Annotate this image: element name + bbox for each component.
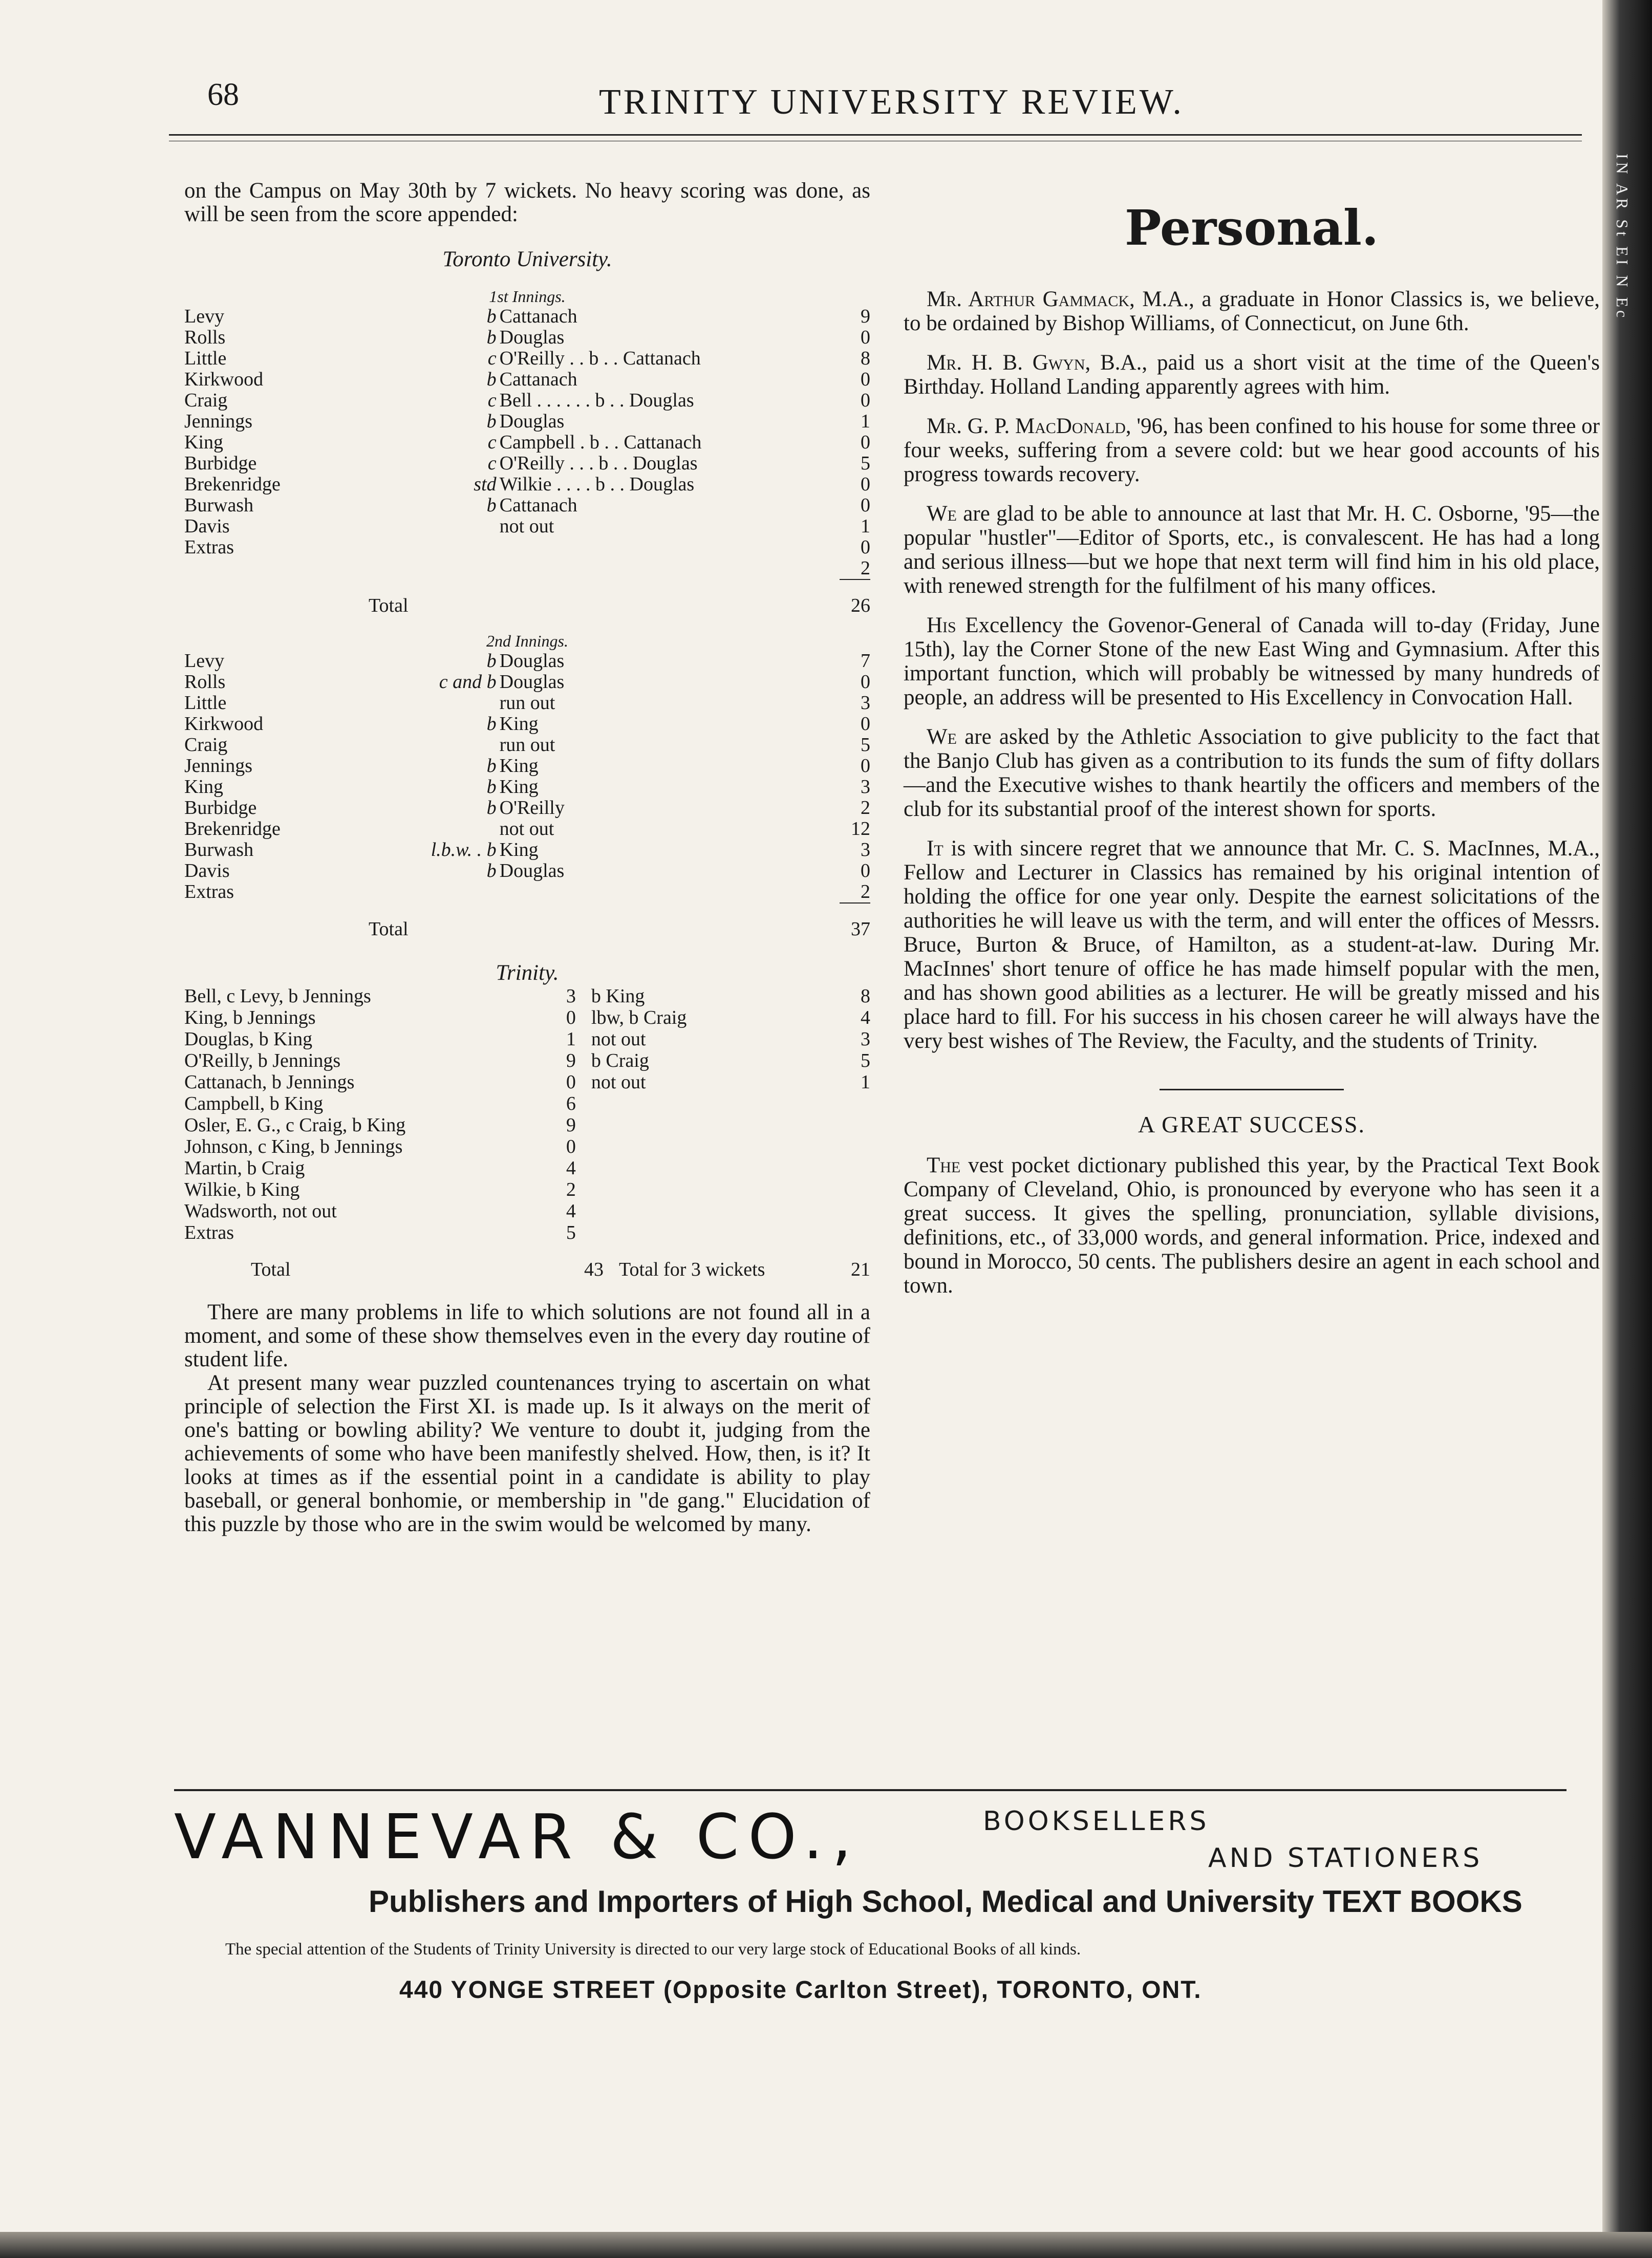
first-innings-runs: 4 bbox=[566, 1200, 576, 1222]
runs: 0 bbox=[861, 327, 870, 348]
first-innings-runs: 9 bbox=[566, 1114, 576, 1136]
second-innings-runs: 1 bbox=[861, 1071, 870, 1093]
total-label: Total bbox=[369, 595, 409, 616]
bowler: Cattanach bbox=[499, 494, 577, 516]
runs: 0 bbox=[861, 536, 870, 558]
dismissal-how bbox=[403, 819, 500, 840]
first-innings-entry: Johnson, c King, b Jennings bbox=[184, 1136, 403, 1157]
second-innings-entry: not out bbox=[591, 1028, 646, 1050]
runs: 0 bbox=[861, 390, 870, 411]
ad-publishers-line: Publishers and Importers of High School, Medical and University TEXT BOOKS bbox=[369, 1884, 1522, 1919]
first-innings-entry: Bell, c Levy, b Jennings bbox=[184, 985, 371, 1007]
total-label: Total bbox=[369, 918, 409, 940]
trinity-team-title: Trinity. bbox=[496, 961, 559, 985]
dismissal-how bbox=[403, 881, 500, 902]
personal-paragraph bbox=[904, 351, 1600, 399]
score-row bbox=[184, 798, 870, 819]
bowler: King bbox=[499, 755, 539, 777]
ad-stationers: AND STATIONERS bbox=[1208, 1843, 1483, 1874]
dismissal-how: b bbox=[486, 860, 497, 881]
score-row bbox=[184, 840, 870, 861]
problems-paragraph: There are many problems in life to which solutions are not found all in a moment, and some of these show themselves even in the every day routine of student life. bbox=[184, 1300, 870, 1371]
total-value: 26 bbox=[851, 595, 870, 616]
ad-top-rule bbox=[174, 1789, 1567, 1791]
ad-booksellers: BOOKSELLERS bbox=[983, 1806, 1210, 1837]
trinity-row bbox=[184, 985, 870, 1007]
first-innings-runs: 9 bbox=[566, 1050, 576, 1071]
second-innings-runs: 5 bbox=[861, 1050, 870, 1071]
trinity-total: 43 bbox=[584, 1259, 604, 1280]
score-row bbox=[184, 714, 870, 735]
first-innings-entry: Wadsworth, not out bbox=[184, 1200, 337, 1222]
personal-lead: Mr. G. P. MacDonald, bbox=[927, 414, 1131, 438]
dismissal-how bbox=[403, 537, 500, 558]
bowler: run out bbox=[499, 734, 555, 756]
personal-paragraph bbox=[904, 414, 1600, 486]
score-row bbox=[184, 348, 870, 369]
second-innings-table bbox=[184, 651, 870, 902]
batsman-name: Jennings bbox=[184, 411, 252, 432]
score-row bbox=[184, 369, 870, 390]
dismissal-how: c bbox=[487, 348, 497, 369]
trinity-totals bbox=[184, 1259, 870, 1280]
bowler: Douglas bbox=[499, 860, 565, 881]
ad-company-name: VANNEVAR & CO., bbox=[174, 1802, 861, 1873]
score-row bbox=[184, 516, 870, 537]
batsman-name: Burbidge bbox=[184, 797, 257, 819]
trinity-row bbox=[184, 1179, 870, 1200]
trinity-total2: 21 bbox=[851, 1259, 870, 1280]
bowler: Douglas bbox=[499, 411, 565, 432]
second-innings-title: 2nd Innings. bbox=[486, 632, 568, 650]
runs: 0 bbox=[861, 860, 870, 881]
second-innings-runs bbox=[841, 1200, 870, 1222]
dismissal-how: b bbox=[486, 755, 497, 777]
batsman-name: Davis bbox=[184, 515, 230, 537]
success-title: A GREAT SUCCESS. bbox=[1138, 1111, 1365, 1137]
first-innings-entry: Campbell, b King bbox=[184, 1093, 324, 1114]
first-innings-runs: 3 bbox=[566, 985, 576, 1007]
runs: 0 bbox=[861, 713, 870, 735]
score-row bbox=[184, 327, 870, 348]
runs: 7 bbox=[861, 650, 870, 672]
bowler: Bell . . . . . . b . . Douglas bbox=[499, 390, 694, 411]
score-row bbox=[184, 672, 870, 693]
personal-lead: We bbox=[927, 725, 957, 749]
score-row bbox=[184, 411, 870, 432]
batsman-name: Kirkwood bbox=[184, 369, 264, 390]
total-value: 37 bbox=[851, 918, 870, 940]
personal-text: are glad to be able to announce at last that Mr. H. C. Osborne, '95—the popular "hustler"—Editor of Sports, etc., is convalescent. He has had a long and serious illness—but we hope that next term will find him in his old place, with renewed strength for the fulfilment of his many offices. bbox=[904, 502, 1600, 598]
batsman-name: Brekenridge bbox=[184, 818, 281, 840]
runs: 9 bbox=[861, 306, 870, 327]
batsman-name: Craig bbox=[184, 734, 228, 756]
batsman-name: Little bbox=[184, 692, 227, 714]
batsman-name: Burbidge bbox=[184, 453, 257, 474]
score-row bbox=[184, 390, 870, 411]
first-innings-runs: 0 bbox=[566, 1071, 576, 1093]
dismissal-how: b bbox=[486, 713, 497, 735]
runs: 0 bbox=[861, 494, 870, 516]
dismissal-how: b bbox=[486, 327, 497, 348]
bowler: not out bbox=[499, 818, 554, 840]
header-rule bbox=[169, 134, 1582, 136]
dismissal-how: b bbox=[486, 797, 497, 819]
runs: 0 bbox=[861, 432, 870, 453]
bowler bbox=[500, 537, 831, 558]
intro-paragraph: on the Campus on May 30th by 7 wickets. No heavy scoring was done, as will be seen from the score appended: bbox=[184, 179, 870, 226]
first-innings-runs: 0 bbox=[566, 1007, 576, 1028]
bowler: King bbox=[499, 713, 539, 735]
dismissal-how: b bbox=[486, 650, 497, 672]
bowler: Cattanach bbox=[499, 369, 577, 390]
score-row bbox=[184, 756, 870, 777]
ad-attention-line: The special attention of the Students of Trinity University is directed to our very large stock of Educational Books of all kinds. bbox=[225, 1940, 1081, 1959]
score-row bbox=[184, 453, 870, 474]
batsman-name: Jennings bbox=[184, 755, 252, 777]
personal-lead: Mr. H. B. Gwyn, bbox=[927, 351, 1091, 375]
trinity-total2-label: Total for 3 wickets bbox=[619, 1259, 765, 1280]
bowler: Campbell . b . . Cattanach bbox=[499, 432, 702, 453]
batsman-name: Craig bbox=[184, 390, 228, 411]
batsman-name: Burwash bbox=[184, 839, 254, 861]
runs: 1 bbox=[861, 515, 870, 537]
runs: 0 bbox=[861, 369, 870, 390]
second-innings-entry bbox=[591, 1157, 841, 1179]
score-row bbox=[184, 474, 870, 495]
trinity-table bbox=[184, 985, 870, 1243]
trinity-row bbox=[184, 1157, 870, 1179]
second-innings-entry bbox=[591, 1093, 841, 1114]
batsman-name: King bbox=[184, 776, 223, 798]
score-row bbox=[184, 777, 870, 798]
bowler: Douglas bbox=[499, 327, 565, 348]
batsman-name: Rolls bbox=[184, 327, 226, 348]
first-innings-entry: Douglas, b King bbox=[184, 1028, 313, 1050]
trinity-row bbox=[184, 1114, 870, 1136]
first-innings-title: 1st Innings. bbox=[489, 287, 566, 306]
personal-paragraph bbox=[904, 502, 1600, 598]
first-innings-extras-2 bbox=[184, 558, 870, 579]
dismissal-how: b bbox=[486, 306, 497, 327]
dismissal-how: b bbox=[486, 494, 497, 516]
dismissal-how bbox=[403, 735, 500, 756]
bowler: King bbox=[499, 839, 539, 861]
score-row bbox=[184, 306, 870, 327]
runs: 2 bbox=[861, 797, 870, 819]
second-innings-entry: b King bbox=[591, 985, 645, 1007]
runs: 5 bbox=[861, 734, 870, 756]
first-innings-table bbox=[184, 306, 870, 558]
first-innings-runs: 6 bbox=[566, 1093, 576, 1114]
runs: 3 bbox=[861, 776, 870, 798]
runs: 0 bbox=[861, 474, 870, 495]
second-innings-entry: lbw, b Craig bbox=[591, 1007, 687, 1028]
personal-paragraph bbox=[904, 287, 1600, 335]
dismissal-how: b bbox=[486, 369, 497, 390]
dismissal-how: c bbox=[487, 432, 497, 453]
score-row bbox=[184, 495, 870, 516]
score-row bbox=[184, 735, 870, 756]
second-innings-runs: 3 bbox=[861, 1028, 870, 1050]
binding-edge bbox=[1602, 0, 1652, 2258]
right-column bbox=[904, 179, 1600, 1313]
dismissal-how: std bbox=[474, 474, 497, 495]
second-innings-runs: 4 bbox=[861, 1007, 870, 1028]
personal-lead: It bbox=[927, 836, 943, 861]
runs: 8 bbox=[861, 348, 870, 369]
score-row bbox=[184, 651, 870, 672]
personal-heading: Personal. bbox=[1124, 200, 1379, 256]
dismissal-how: c and b bbox=[439, 671, 497, 693]
bowler: King bbox=[499, 776, 539, 798]
personal-paragraph bbox=[904, 613, 1600, 709]
score-row bbox=[184, 432, 870, 453]
first-innings-entry: Cattanach, b Jennings bbox=[184, 1071, 355, 1093]
trinity-row bbox=[184, 1071, 870, 1093]
bowler bbox=[500, 881, 831, 902]
second-innings-entry: b Craig bbox=[591, 1050, 649, 1071]
batsman-name: Brekenridge bbox=[184, 474, 281, 495]
score-row bbox=[184, 819, 870, 840]
trinity-row bbox=[184, 1007, 870, 1028]
personal-lead: We bbox=[927, 502, 957, 526]
bottom-edge bbox=[0, 2232, 1652, 2258]
success-text: vest pocket dictionary published this year, by the Practical Text Book Company of Cleveland, Ohio, is pronounced by everyone who has seen it a great success. It gives the spelling, pronunciation, syllable divisions, definitions, etc., of 33,000 words, and general information. Price, indexed and bound in Morocco, 50 cents. The publishers desire an agent in each school and town. bbox=[904, 1153, 1600, 1298]
second-innings-runs: 8 bbox=[861, 985, 870, 1007]
personal-text: are asked by the Athletic Association to give publicity to the fact that the Banjo Club has given as a contribution to its funds the sum of fifty dollars—and the Executive wishes to thank heartily the officers and members of the club for its substantial proof of the interest shown for sports. bbox=[904, 725, 1600, 821]
journal-title: TRINITY UNIVERSITY REVIEW. bbox=[599, 82, 1184, 122]
first-innings-runs: 5 bbox=[566, 1222, 576, 1243]
personal-text: Excellency the Govenor-General of Canada will to-day (Friday, June 15th), lay the Corner Stone of the new East Wing and Gymnasium. After this important function, which will probably be witnessed by many hundreds of people, an address will be presented to His Excellency in Convocation Hall. bbox=[904, 613, 1600, 709]
trinity-row bbox=[184, 1136, 870, 1157]
second-innings-runs bbox=[841, 1179, 870, 1200]
left-column bbox=[184, 179, 870, 1536]
second-innings-entry bbox=[591, 1200, 841, 1222]
personal-lead: His bbox=[927, 613, 956, 637]
first-innings-runs: 1 bbox=[566, 1028, 576, 1050]
dismissal-how bbox=[403, 693, 500, 714]
personal-text: is with sincere regret that we announce that Mr. C. S. MacInnes, M.A., Fellow and Lecturer in Classics has remained by his original intention of holding the office for one year only. Despite the earnest solicitations of the authorities he will leave us with the term, and will enter the offices of Messrs. Bruce, Burton & Bruce, of Hamilton, as a student-at-law. During Mr. MacInnes' short tenure of office he has made himself popular with the men, and has shown good abilities as a lecturer. He will be greatly missed and his place hard to fill. For his success in his chosen career he will always have the very best wishes of The Review, the Faculty, and the students of Trinity. bbox=[904, 836, 1600, 1053]
second-innings-entry bbox=[591, 1179, 841, 1200]
personal-text: '96, has been confined to his house for some three or four weeks, suffering from a severe cold: but we hear good accounts of his progress towards recovery. bbox=[904, 414, 1600, 486]
trinity-total-label: Total bbox=[251, 1259, 291, 1280]
first-innings-entry: Wilkie, b King bbox=[184, 1179, 300, 1200]
bowler: O'Reilly . . b . . Cattanach bbox=[499, 348, 701, 369]
first-innings-entry: Martin, b Craig bbox=[184, 1157, 305, 1179]
personal-paragraph bbox=[904, 836, 1600, 1053]
runs: 3 bbox=[861, 839, 870, 861]
second-innings-runs bbox=[841, 1157, 870, 1179]
edge-text: IN AR St EI N Ec bbox=[1613, 154, 1632, 321]
trinity-row bbox=[184, 1222, 870, 1243]
runs: 0 bbox=[861, 671, 870, 693]
dismissal-how: c bbox=[487, 453, 497, 474]
score-row bbox=[184, 693, 870, 714]
score-row bbox=[184, 537, 870, 558]
trinity-row bbox=[184, 1028, 870, 1050]
second-innings-entry bbox=[591, 1222, 841, 1243]
dismissal-how: b bbox=[486, 776, 497, 798]
bowler: Cattanach bbox=[499, 306, 577, 327]
bowler: not out bbox=[499, 515, 554, 537]
batsman-name: Little bbox=[184, 348, 227, 369]
trinity-row bbox=[184, 1200, 870, 1222]
first-innings-runs: 4 bbox=[566, 1157, 576, 1179]
runs: 12 bbox=[851, 818, 870, 840]
batsman-name: Burwash bbox=[184, 494, 254, 516]
second-innings-entry bbox=[591, 1114, 841, 1136]
extras-value: 2 bbox=[861, 557, 870, 579]
page-number: 68 bbox=[207, 77, 239, 112]
score-row bbox=[184, 881, 870, 902]
batsman-name: Kirkwood bbox=[184, 713, 264, 735]
runs: 5 bbox=[861, 453, 870, 474]
toronto-team-title: Toronto University. bbox=[442, 247, 612, 271]
personal-text: B.A., paid us a short visit at the time of the Queen's Birthday. Holland Landing apparently agrees with him. bbox=[904, 351, 1600, 399]
second-innings-entry bbox=[591, 1136, 841, 1157]
batsman-name: King bbox=[184, 432, 223, 453]
batsman-name: Extras bbox=[184, 536, 234, 558]
second-innings-runs bbox=[841, 1136, 870, 1157]
score-row bbox=[184, 861, 870, 881]
batsman-name: Levy bbox=[184, 306, 225, 327]
second-innings-total bbox=[184, 904, 870, 940]
ad-address: 440 YONGE STREET (Opposite Carlton Street), TORONTO, ONT. bbox=[399, 1976, 1202, 2004]
first-innings-runs: 2 bbox=[566, 1179, 576, 1200]
dismissal-how: c bbox=[487, 390, 497, 411]
dismissal-how: l.b.w. . b bbox=[431, 839, 497, 861]
runs: 0 bbox=[861, 755, 870, 777]
bowler: Douglas bbox=[499, 671, 565, 693]
first-innings-entry: Osler, E. G., c Craig, b King bbox=[184, 1114, 406, 1136]
first-innings-entry: Extras bbox=[184, 1222, 234, 1243]
success-lead: The bbox=[927, 1153, 961, 1177]
bowler: O'Reilly bbox=[499, 797, 565, 819]
first-xi-paragraph: At present many wear puzzled countenances trying to ascertain on what principle of selection the First XI. is made up. Is it always on the merit of one's batting or bowling ability? We venture to doubt it, judging from the achievements of some who have been manifestly shelved. How, then, is it? It looks at times as if the essential point in a candidate is ability to play baseball, or general bonhomie, or membership in "de gang." Elucidation of this puzzle by those who are in the swim would be welcomed by many. bbox=[184, 1371, 870, 1536]
batsman-name: Davis bbox=[184, 860, 230, 881]
dismissal-how bbox=[403, 516, 500, 537]
batsman-name: Extras bbox=[184, 881, 234, 902]
batsman-name: Levy bbox=[184, 650, 225, 672]
bowler: run out bbox=[499, 692, 555, 714]
second-innings-runs bbox=[841, 1093, 870, 1114]
second-innings-runs bbox=[841, 1222, 870, 1243]
personal-items bbox=[904, 287, 1600, 1053]
second-innings-entry: not out bbox=[591, 1071, 646, 1093]
batsman-name: Rolls bbox=[184, 671, 226, 693]
personal-paragraph bbox=[904, 725, 1600, 821]
runs: 1 bbox=[861, 411, 870, 432]
bowler: Wilkie . . . . b . . Douglas bbox=[499, 474, 695, 495]
bowler: O'Reilly . . . b . . Douglas bbox=[499, 453, 698, 474]
personal-lead: Mr. Arthur Gammack, bbox=[927, 287, 1135, 311]
trinity-row bbox=[184, 1093, 870, 1114]
dismissal-how: b bbox=[486, 411, 497, 432]
first-innings-total bbox=[184, 580, 870, 616]
runs: 3 bbox=[861, 692, 870, 714]
first-innings-runs: 0 bbox=[566, 1136, 576, 1157]
runs: 2 bbox=[861, 881, 870, 902]
first-innings-entry: King, b Jennings bbox=[184, 1007, 316, 1028]
trinity-row bbox=[184, 1050, 870, 1071]
second-innings-runs bbox=[841, 1114, 870, 1136]
section-divider bbox=[1160, 1089, 1344, 1090]
personal-text: M.A., a graduate in Honor Classics is, we believe, to be ordained by Bishop Williams, of Connecticut, on June 6th. bbox=[904, 287, 1600, 335]
first-innings-entry: O'Reilly, b Jennings bbox=[184, 1050, 341, 1071]
bowler: Douglas bbox=[499, 650, 565, 672]
success-paragraph bbox=[904, 1153, 1600, 1298]
